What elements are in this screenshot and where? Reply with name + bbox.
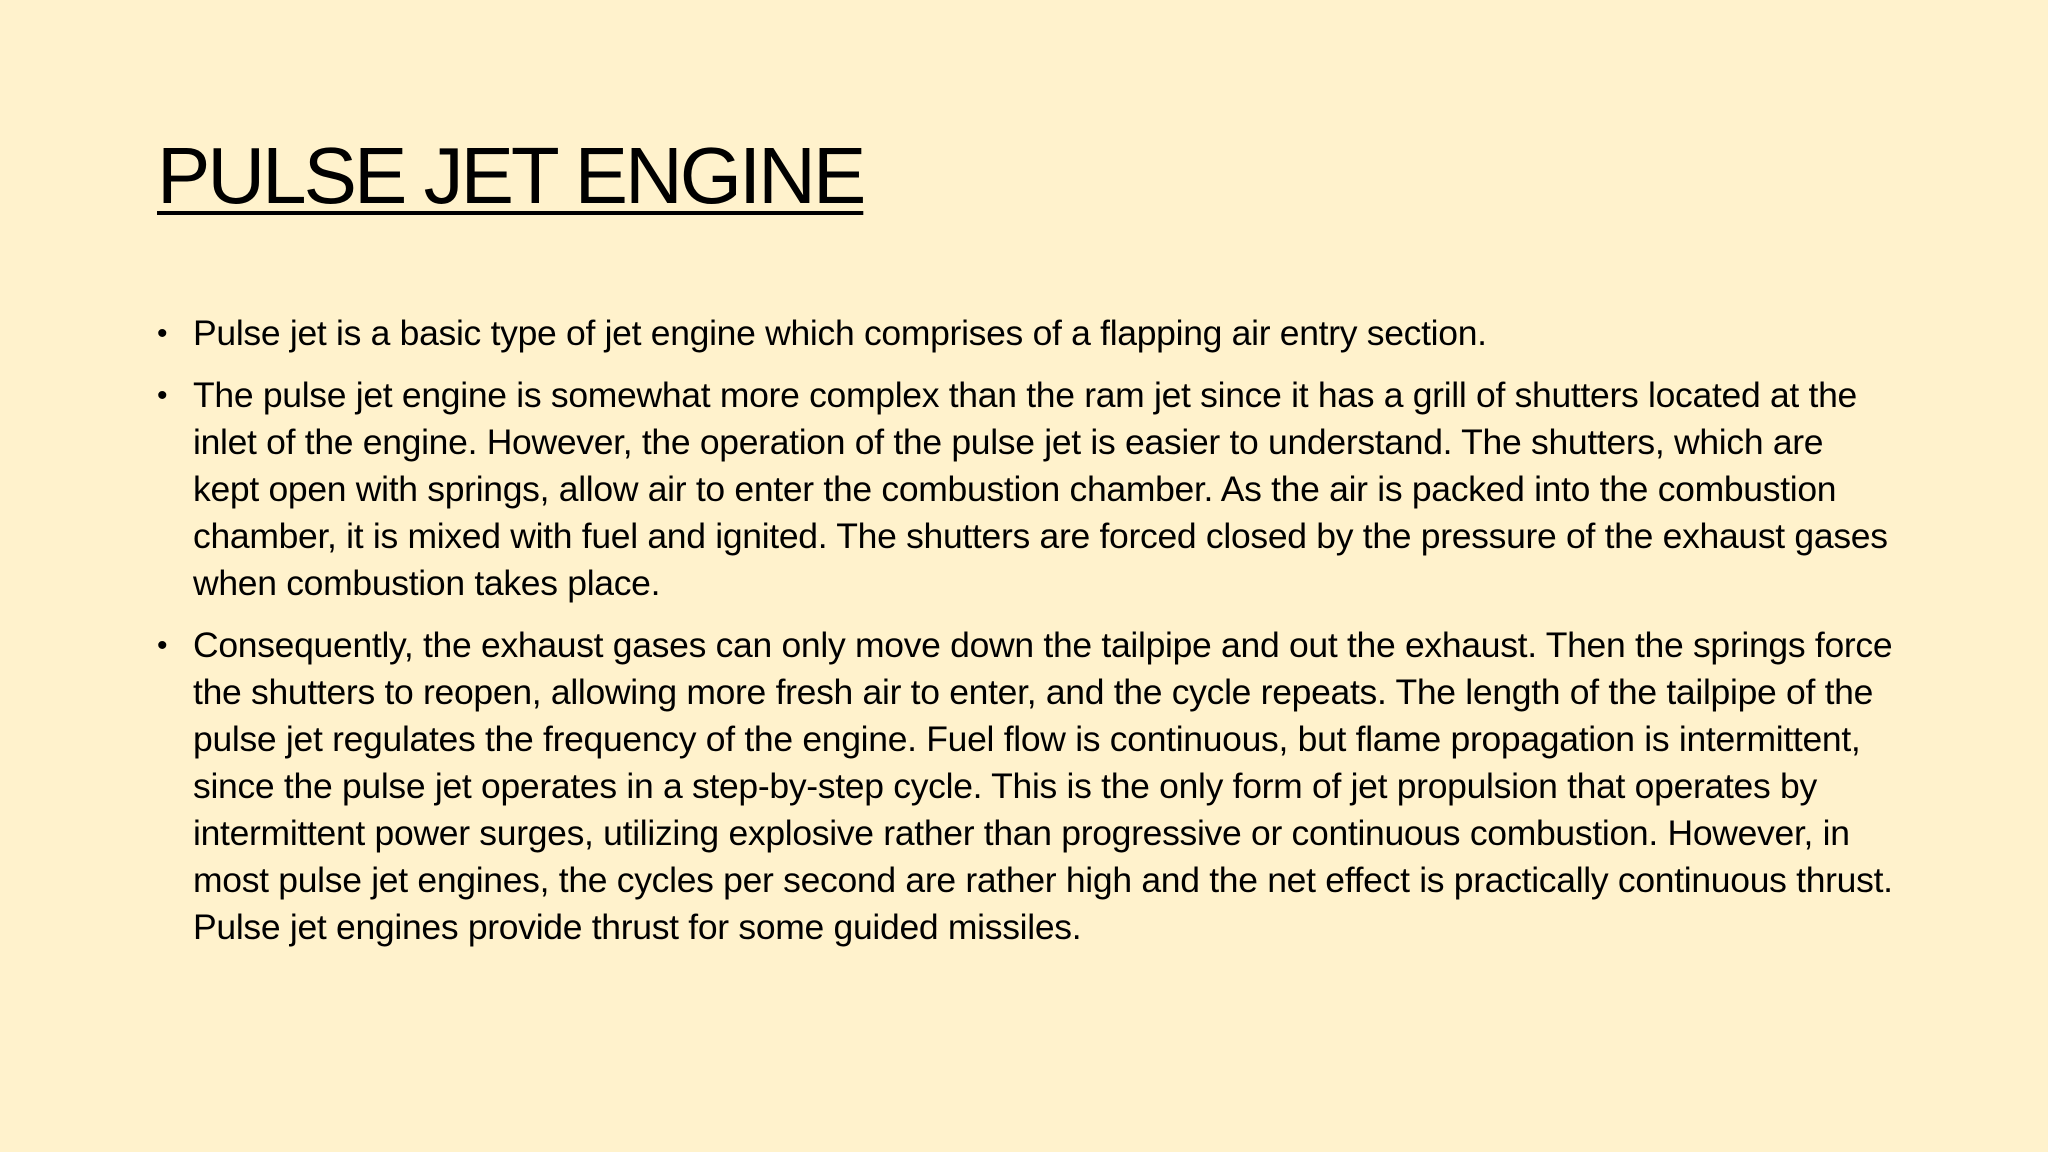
bullet-icon: • [157,379,168,412]
bullet-item [157,622,1897,951]
bullet-text: Consequently, the exhaust gases can only move down the tailpipe and out the exhaust. Then the springs force the shutters to reopen, allowing more fresh air to enter, and the cycle repeats. The length of the tailpipe of the pulse jet regulates the frequency of the engine. Fuel flow is continuous, but flame propagation is intermittent, since the pulse jet operates in a step-by-step cycle. This is the only form of jet propulsion that operates by intermittent power surges, utilizing explosive rather than progressive or continuous combustion. However, in most pulse jet engines, the cycles per second are rather high and the net effect is practically continuous thrust. Pulse jet engines provide thrust for some guided missiles. [193,625,1893,947]
bullet-item [157,310,1897,357]
slide-title: PULSE JET ENGINE [157,131,864,220]
bullet-text: The pulse jet engine is somewhat more complex than the ram jet since it has a grill of shutters located at the inlet of the engine. However, the operation of the pulse jet is easier to understand. The shutters, which are kept open with springs, allow air to enter the combustion chamber. As the air is packed into the combustion chamber, it is mixed with fuel and ignited. The shutters are forced closed by the pressure of the exhaust gases when combustion takes place. [193,375,1888,603]
bullet-list [157,310,1897,966]
bullet-icon: • [157,317,168,350]
bullet-item [157,372,1897,607]
bullet-icon: • [157,629,168,662]
bullet-text: Pulse jet is a basic type of jet engine which comprises of a flapping air entry section. [193,313,1487,353]
